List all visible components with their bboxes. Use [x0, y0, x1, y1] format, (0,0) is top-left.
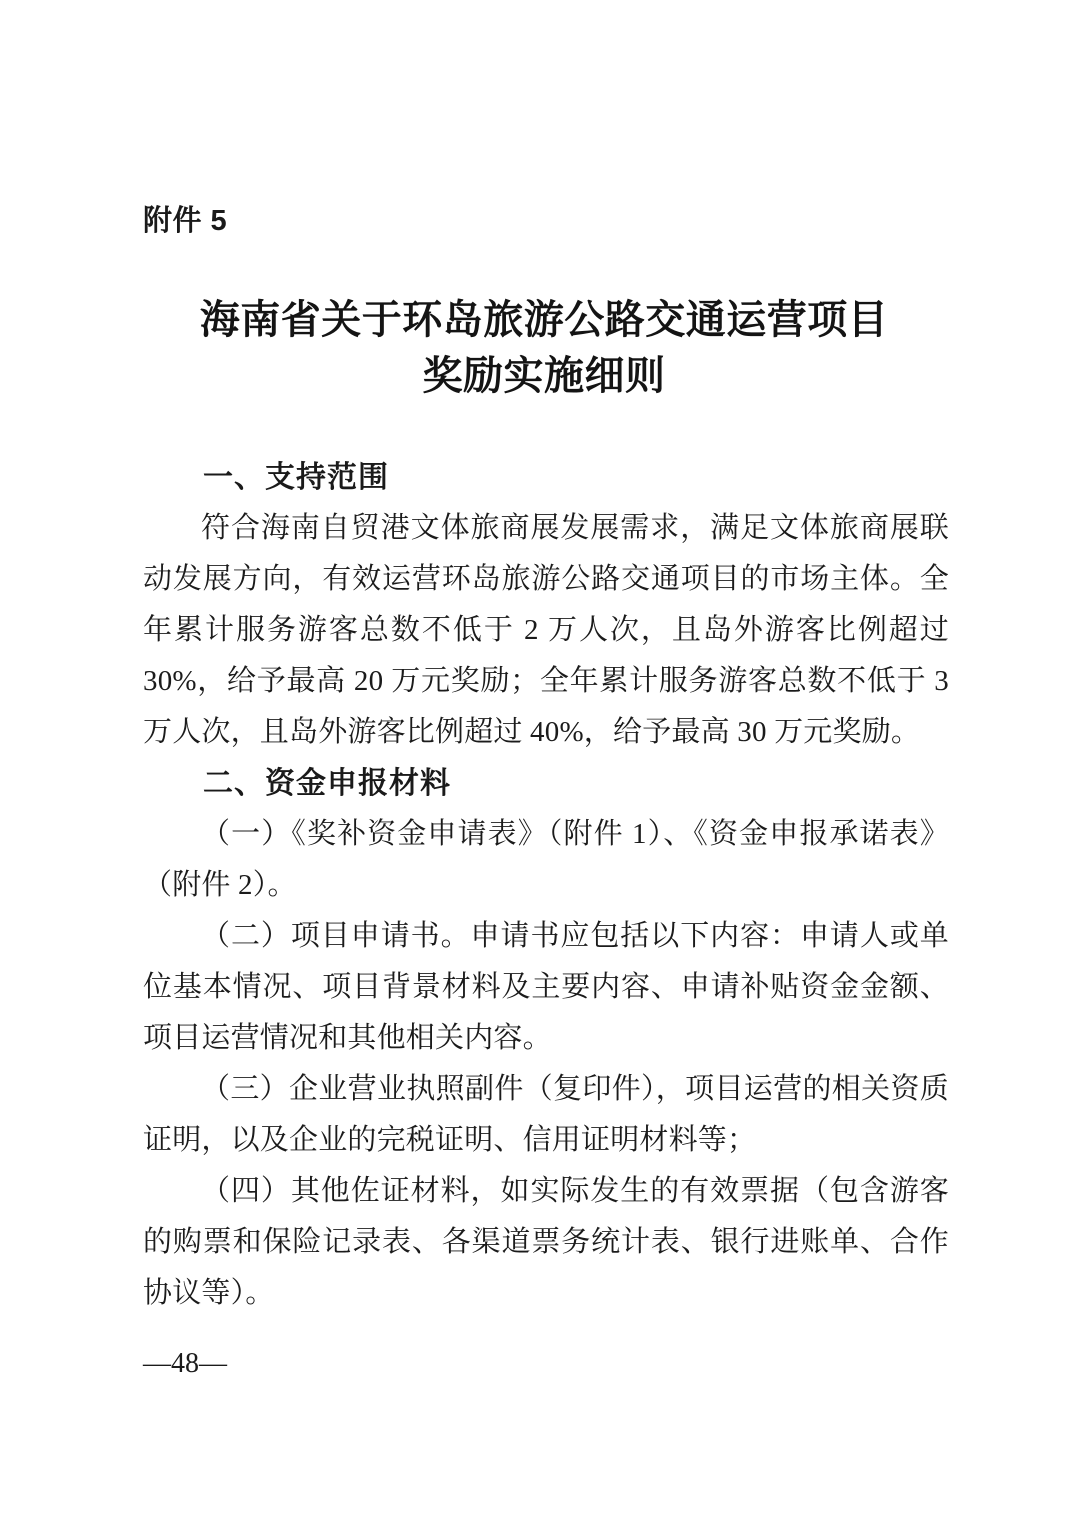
- paragraph-item-4: （四）其他佐证材料，如实际发生的有效票据（包含游客的购票和保险记录表、各渠道票务统计表、银行进账单、合作协议等）。: [143, 1175, 949, 1309]
- document-title-line-2: 奖励实施细则: [422, 353, 666, 398]
- attachment-label: 附件 5: [143, 205, 228, 237]
- paragraph-support-scope: 符合海南自贸港文体旅商展发展需求，满足文体旅商展联动发展方向，有效运营环岛旅游公路交通项目的市场主体。全年累计服务游客总数不低于 2 万人次，且岛外游客比例超过 30%，给予最高 20 万元奖励；全年累计服务游客总数不低于 3 万人次，且岛外游客比例超过 40%，给予最高 30 万元奖励。: [143, 512, 949, 748]
- paragraph-item-2: （二）项目申请书。申请书应包括以下内容：申请人或单位基本情况、项目背景材料及主要内容、申请补贴资金金额、项目运营情况和其他相关内容。: [143, 920, 949, 1054]
- document-body: [143, 452, 949, 1319]
- page-number: —48—: [143, 1348, 227, 1379]
- paragraph-item-1: （一）《奖补资金申请表》（附件 1）、《资金申报承诺表》（附件 2）。: [143, 818, 949, 901]
- section-heading-support-scope: 一、支持范围: [203, 461, 389, 494]
- paragraph-item-3: （三）企业营业执照副件（复印件），项目运营的相关资质证明，以及企业的完税证明、信用证明材料等；: [143, 1073, 949, 1156]
- section-heading-application-materials: 二、资金申报材料: [203, 767, 451, 800]
- document-title: [143, 292, 945, 404]
- document-title-line-1: 海南省关于环岛旅游公路交通运营项目: [199, 297, 889, 342]
